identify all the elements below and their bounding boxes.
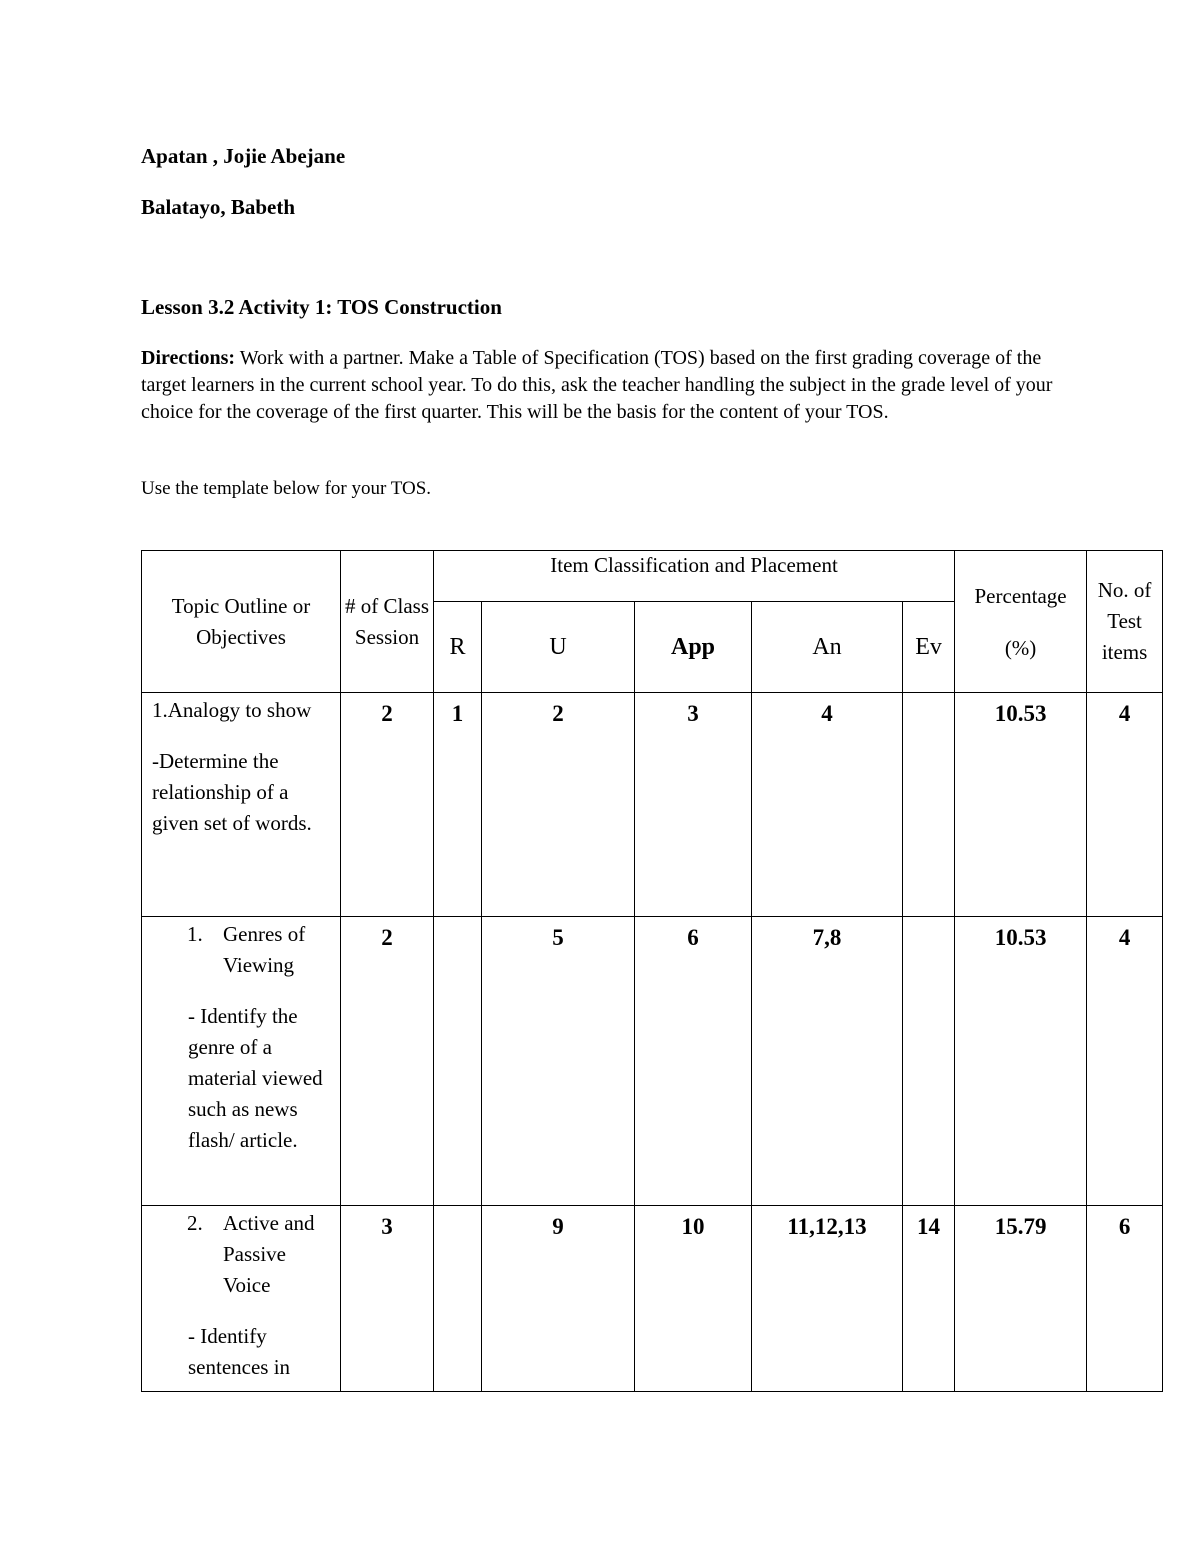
items-cell: 4: [1087, 693, 1163, 917]
tos-table: [141, 550, 1163, 1392]
percentage-cell: 10.53: [955, 693, 1087, 917]
topic-cell: [142, 917, 341, 1206]
table-row: [142, 693, 1163, 917]
items-cell: 6: [1087, 1206, 1163, 1392]
class-session-cell: 3: [341, 1206, 434, 1392]
directions-text: Work with a partner. Make a Table of Specification (TOS) based on the first grading coverage of the target learners in the current school year. To do this, ask the teacher handling the subject in the grade level of your choice for the coverage of the first quarter. This will be the basis for the content of your TOS.: [141, 347, 1053, 423]
u-cell: 2: [482, 693, 635, 917]
header-percentage-label: Percentage: [974, 583, 1067, 608]
topic-title: 1.Analogy to show: [152, 698, 312, 722]
class-session-cell: 2: [341, 693, 434, 917]
template-note: Use the template below for your TOS.: [141, 478, 432, 499]
ev-cell: [903, 693, 955, 917]
header-percentage: [955, 551, 1087, 693]
directions-label: Directions:: [141, 347, 236, 369]
topic-objective: - Identify the genre of a material viewed such as news flash/ article.: [188, 1004, 323, 1152]
an-cell: 11,12,13: [752, 1206, 903, 1392]
topic-cell: [142, 1206, 341, 1392]
student-name-1: Apatan , Jojie Abejane: [141, 144, 346, 168]
app-cell: 10: [635, 1206, 752, 1392]
app-cell: 6: [635, 917, 752, 1206]
header-u: U: [482, 602, 635, 693]
u-cell: 9: [482, 1206, 635, 1392]
header-app: App: [635, 602, 752, 693]
topic-title: Genres of Viewing: [223, 922, 306, 977]
directions-paragraph: [141, 345, 1071, 426]
topic-title: Active and Passive Voice: [223, 1211, 315, 1297]
header-class-session: # of Class Session: [341, 551, 434, 693]
an-cell: 7,8: [752, 917, 903, 1206]
header-r: R: [434, 602, 482, 693]
r-cell: [434, 1206, 482, 1392]
table-row: [142, 917, 1163, 1206]
topic-number: 1.: [187, 922, 203, 946]
header-item-classification: Item Classification and Placement: [434, 551, 955, 602]
header-ev: Ev: [903, 602, 955, 693]
topic-objective: - Identify sentences in: [188, 1324, 291, 1379]
topic-cell: [142, 693, 341, 917]
ev-cell: 14: [903, 1206, 955, 1392]
header-an: An: [752, 602, 903, 693]
percentage-cell: 10.53: [955, 917, 1087, 1206]
header-percentage-unit: (%): [1004, 635, 1037, 660]
class-session-cell: 2: [341, 917, 434, 1206]
ev-cell: [903, 917, 955, 1206]
r-cell: 1: [434, 693, 482, 917]
u-cell: 5: [482, 917, 635, 1206]
app-cell: 3: [635, 693, 752, 917]
header-no-of-items: No. of Test items: [1087, 551, 1163, 693]
student-name-2: Balatayo, Babeth: [141, 195, 296, 219]
items-cell: 4: [1087, 917, 1163, 1206]
topic-objective: -Determine the relationship of a given set of words.: [152, 749, 312, 835]
lesson-title: Lesson 3.2 Activity 1: TOS Construction: [141, 295, 502, 319]
topic-number: 2.: [187, 1211, 203, 1235]
table-row: [142, 1206, 1163, 1392]
r-cell: [434, 917, 482, 1206]
an-cell: 4: [752, 693, 903, 917]
percentage-cell: 15.79: [955, 1206, 1087, 1392]
header-topic: Topic Outline or Objectives: [142, 551, 341, 693]
